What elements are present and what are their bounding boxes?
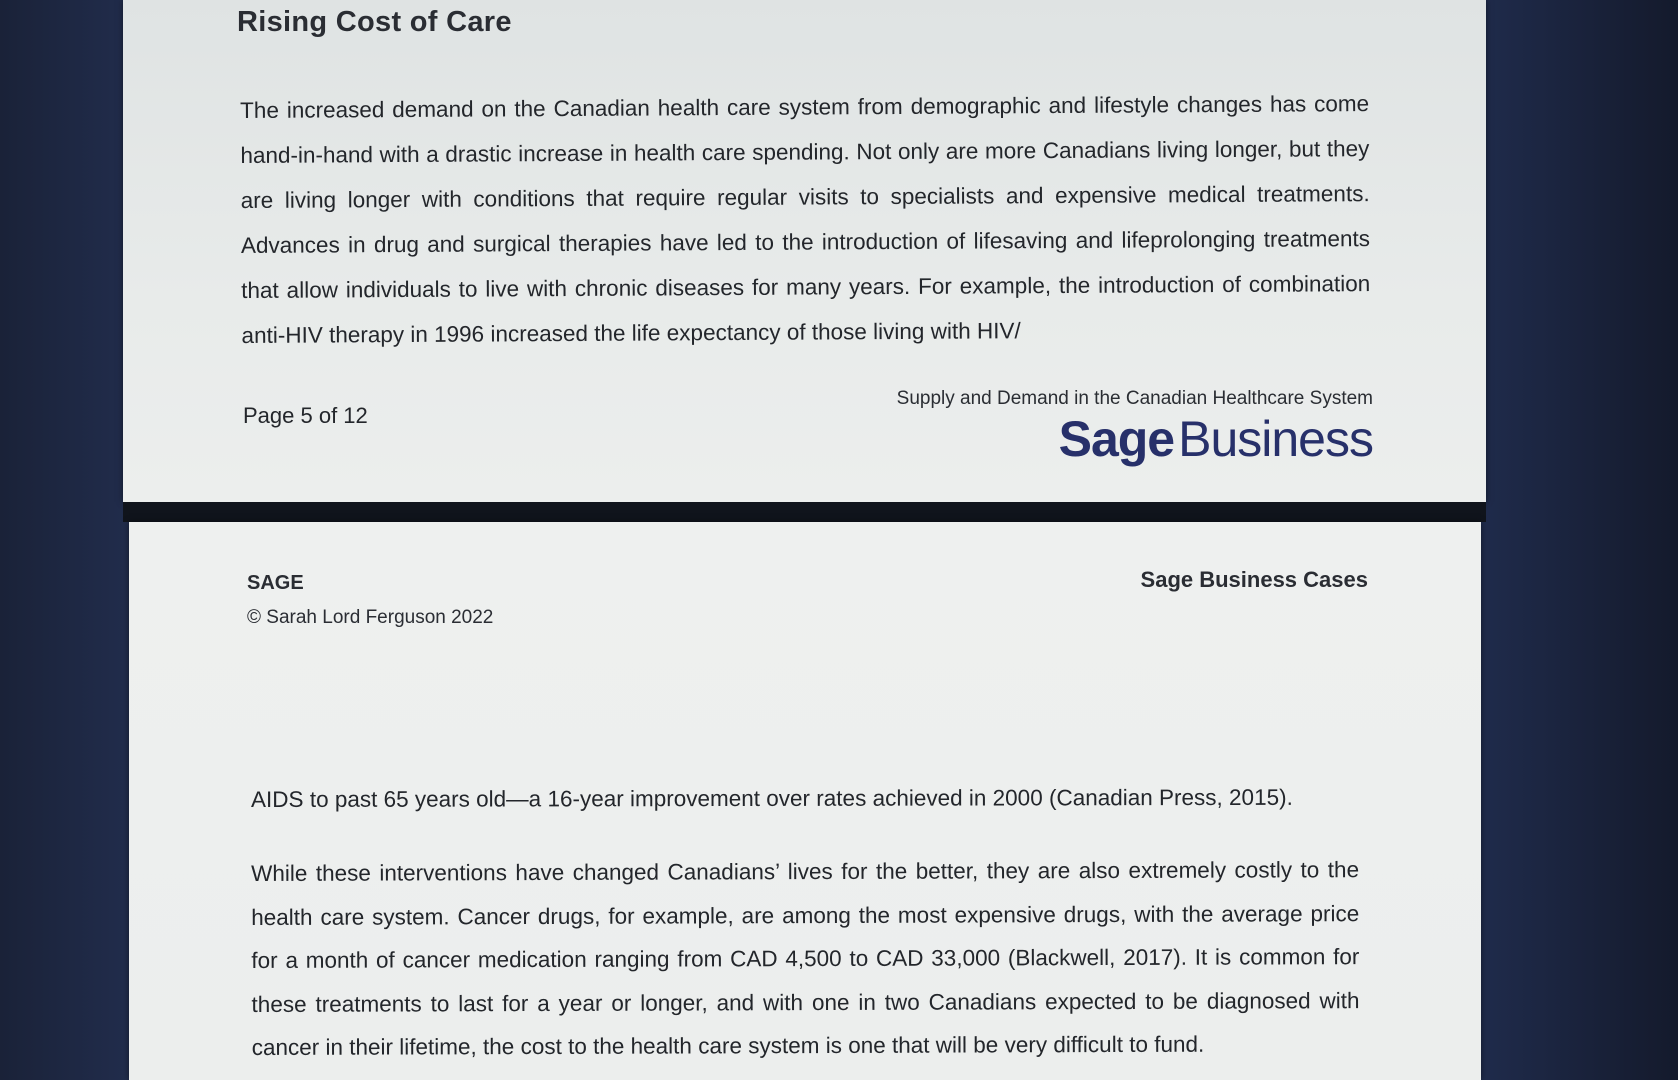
document-title: Supply and Demand in the Canadian Healthcare System — [896, 388, 1373, 409]
body-paragraph: AIDS to past 65 years old—a 16-year improvement over rates achieved in 2000 (Canadian Press, 2015). — [251, 784, 1293, 812]
page-gap — [123, 502, 1486, 522]
publisher-name: SAGE — [247, 572, 304, 594]
brand-sage-text: Sage — [1058, 411, 1175, 467]
page-number: Page 5 of 12 — [243, 403, 368, 428]
document-page-bottom — [129, 522, 1481, 1080]
body-paragraph: While these interventions have changed Canadians’ lives for the better, they are also extremely costly to the health care system. Cancer drugs, for example, are among the most expensive drugs, with the average price for a month of cancer medication ranging from CAD 4,500 to CAD 33,000 (Blackwell, 2017). It is common for these treatments to last for a year or longer, and with one in two Canadians expected to be diagnosed with cancer in their lifetime, the cost to the health care system is one that will be very difficult to fund. — [251, 857, 1360, 1060]
copyright-notice: © Sarah Lord Ferguson 2022 — [247, 607, 494, 628]
brand-business-text: Business — [1178, 411, 1373, 467]
section-heading: Rising Cost of Care — [237, 6, 512, 38]
series-title: Sage Business Cases — [1140, 567, 1368, 592]
sage-business-logo — [1059, 410, 1373, 468]
document-page-top — [123, 0, 1486, 502]
body-paragraph: The increased demand on the Canadian health care system from demographic and lifestyle changes has come hand-in-hand with a drastic increase in health care spending. Not only are more Canadians living longer, but they are living longer with conditions that require regular visits to specialists and expensive medical treatments. Advances in drug and surgical therapies have led to the introduction of lifesaving and lifeprolonging treatments that allow individuals to live with chronic diseases for many years. For example, the introduction of combination anti-HIV therapy in 1996 increased the life expectancy of those living with HIV/ — [240, 91, 1371, 348]
